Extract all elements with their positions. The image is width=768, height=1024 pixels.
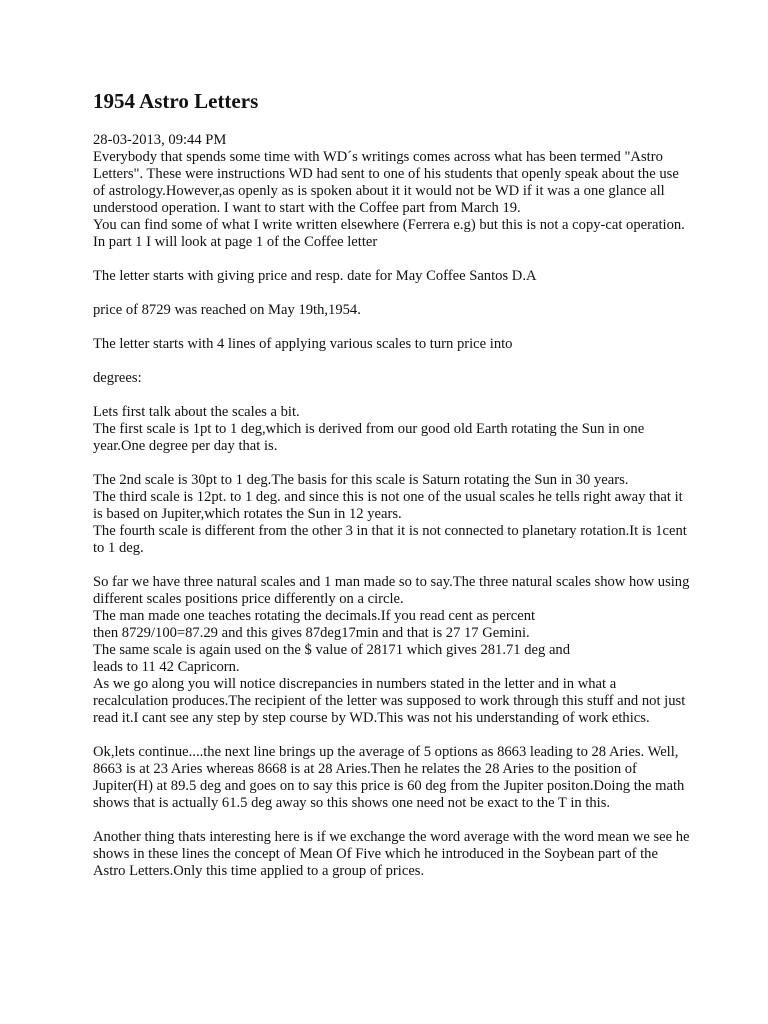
paragraph-scales-intro: The letter starts with 4 lines of applying various scales to turn price into	[93, 336, 513, 352]
document-page	[93, 88, 693, 880]
paragraph-degrees: degrees:	[93, 370, 142, 386]
paragraph-first-scale: Lets first talk about the scales a bit. The first scale is 1pt to 1 deg,which is derived from our good old Earth rotating the Sun in one year.One degree per day that is.	[93, 404, 645, 454]
paragraph-natural-scales: So far we have three natural scales and 1 man made so to say.The three natural scales show how using different scales positions price differently on a circle. The man made one teaches rotating the decimals.If you read cent as percent then 8729/100=87.29 and this gives 87deg17min and that is 27 17 Gemini. The same scale is again used on the $ value of 28171 which gives 281.71 deg and leads to 11 42 Capricorn. As we go along you will notice discrepancies in numbers stated in the letter and in what a recalculation produces.The recipient of the letter was supposed to work through this stuff and not just read it.I cant see any step by step course by WD.This was not his understanding of work ethics.	[93, 574, 690, 726]
paragraph-other-scales: The 2nd scale is 30pt to 1 deg.The basis for this scale is Saturn rotating the Sun in 30 years. The third scale is 12pt. to 1 deg. and since this is not one of the usual scales he tells right away that it is based on Jupiter,which rotates the Sun in 12 years. The fourth scale is different from the other 3 in that it is not connected to planetary rotation.It is 1cent to 1 deg.	[93, 472, 687, 556]
document-title: 1954 Astro Letters	[93, 89, 259, 113]
paragraph-letter-start: The letter starts with giving price and resp. date for May Coffee Santos D.A	[93, 268, 537, 284]
paragraph-average: Ok,lets continue....the next line brings up the average of 5 options as 8663 leading to 28 Aries. Well, 8663 is at 23 Aries whereas 8668 is at 28 Aries.Then he relates the 28 Aries to the position of Jupiter(H) at 89.5 deg and goes on to say this price is 60 deg from the Jupiter positon.Doing the math shows that is actually 61.5 deg away so this shows one need not be exact to the T in this.	[93, 744, 685, 811]
paragraph-mean-of-five: Another thing thats interesting here is if we exchange the word average with the word mean we see he shows in these lines the concept of Mean Of Five which he introduced in the Soybean part of the Astro Letters.Only this time applied to a group of prices.	[93, 829, 690, 879]
paragraph-intro: 28-03-2013, 09:44 PM Everybody that spends some time with WD´s writings comes across what has been termed "Astro Letters". These were instructions WD had sent to one of his students that openly speak about the use of astrology.However,as openly as is spoken about it it would not be WD if it was a one glance all understood operation. I want to start with the Coffee part from March 19. You can find some of what I write written elsewhere (Ferrera e.g) but this is not a copy-cat operation. In part 1 I will look at page 1 of the Coffee letter	[93, 132, 685, 250]
paragraph-price: price of 8729 was reached on May 19th,1954.	[93, 302, 361, 318]
